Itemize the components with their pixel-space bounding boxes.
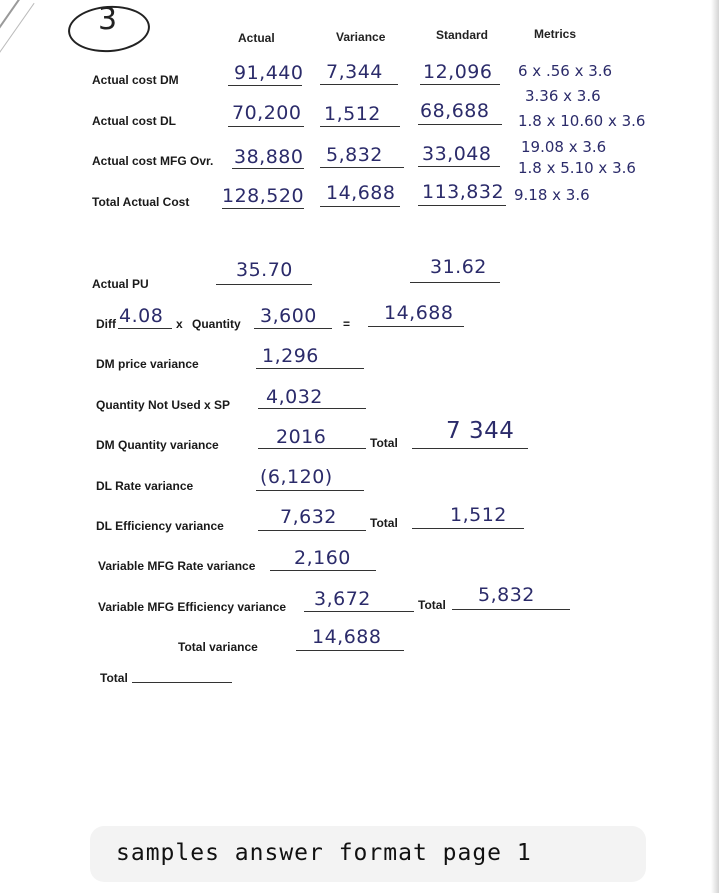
- total-variance-label: Total variance: [178, 640, 258, 654]
- dl-rate-variance-value: (6,120): [260, 466, 333, 488]
- total-variance-value: 14,688: [312, 626, 382, 648]
- dm-quantity-variance-value: 2016: [276, 426, 327, 448]
- dl-standard-value: 68,688: [420, 100, 490, 122]
- dm-actual-value: 91,440: [234, 62, 304, 84]
- mfg-variance-value: 5,832: [326, 144, 383, 166]
- mfg-standard-value: 33,048: [422, 143, 492, 165]
- pencil-stroke: [0, 3, 35, 61]
- row-label-total-cost: Total Actual Cost: [92, 195, 190, 209]
- dm-price-variance-label: DM price variance: [96, 357, 199, 371]
- quantity-label: Quantity: [192, 317, 241, 331]
- dl-total-value: 1,512: [450, 504, 507, 526]
- footer-caption: samples answer format page 1: [116, 840, 532, 866]
- dm-total-label: Total: [370, 436, 398, 450]
- dl-efficiency-variance-value: 7,632: [280, 506, 337, 528]
- dm-price-variance-value: 1,296: [262, 345, 319, 367]
- vmfg-efficiency-variance-label: Variable MFG Efficiency variance: [98, 600, 287, 614]
- dm-standard-value: 12,096: [423, 61, 493, 83]
- vmfg-total-label: Total: [418, 598, 446, 612]
- dl-variance-value: 1,512: [324, 103, 381, 125]
- dm-quantity-variance-label: DM Quantity variance: [96, 438, 219, 452]
- mfg-metrics-top: 19.08 x 3.6: [521, 138, 607, 156]
- dm-metrics: 6 x .56 x 3.6: [518, 62, 613, 80]
- row-label-mfg: Actual cost MFG Ovr.: [92, 154, 214, 168]
- dm-total-value: 7 344: [446, 418, 515, 444]
- dm-variance-value: 7,344: [326, 61, 383, 83]
- quantity-value: 3,600: [260, 305, 317, 327]
- total-variance-value: 14,688: [326, 182, 396, 204]
- quantity-not-used-value: 4,032: [266, 386, 323, 408]
- vmfg-rate-variance-value: 2,160: [294, 547, 351, 569]
- row-label-dm: Actual cost DM: [92, 73, 179, 87]
- vmfg-total-value: 5,832: [478, 584, 535, 606]
- dl-rate-variance-label: DL Rate variance: [96, 479, 194, 493]
- vmfg-rate-variance-label: Variable MFG Rate variance: [98, 559, 256, 573]
- total-metrics: 9.18 x 3.6: [514, 186, 590, 204]
- row-label-dl: Actual cost DL: [92, 114, 177, 128]
- diff-label: Diff: [96, 317, 116, 331]
- diff-result: 14,688: [384, 302, 454, 324]
- header-metrics: Metrics: [534, 27, 577, 41]
- header-standard: Standard: [436, 28, 489, 42]
- diff-multiply: x: [176, 317, 183, 331]
- dl-metrics-top: 3.36 x 3.6: [525, 87, 601, 105]
- actual-pu-label: Actual PU: [92, 277, 149, 291]
- total-standard-value: 113,832: [422, 181, 505, 203]
- total-label: Total: [100, 671, 128, 685]
- diff-equals: =: [343, 317, 351, 331]
- mfg-actual-value: 38,880: [234, 146, 304, 168]
- dl-efficiency-variance-label: DL Efficiency variance: [96, 519, 224, 533]
- header-actual: Actual: [238, 31, 275, 45]
- dl-metrics: 1.8 x 10.60 x 3.6: [518, 112, 646, 130]
- quantity-not-used-label: Quantity Not Used x SP: [96, 398, 231, 412]
- actual-pu-value: 35.70: [236, 259, 293, 281]
- standard-pu-value: 31.62: [430, 256, 487, 278]
- vmfg-efficiency-variance-value: 3,672: [314, 588, 371, 610]
- diff-value: 4.08: [119, 305, 164, 327]
- page-number: 3: [98, 2, 118, 37]
- header-variance: Variance: [336, 30, 386, 44]
- mfg-metrics: 1.8 x 5.10 x 3.6: [518, 159, 636, 177]
- total-actual-value: 128,520: [222, 185, 305, 207]
- page-edge-shadow: [711, 0, 719, 893]
- dl-actual-value: 70,200: [232, 102, 302, 124]
- dl-total-label: Total: [370, 516, 398, 530]
